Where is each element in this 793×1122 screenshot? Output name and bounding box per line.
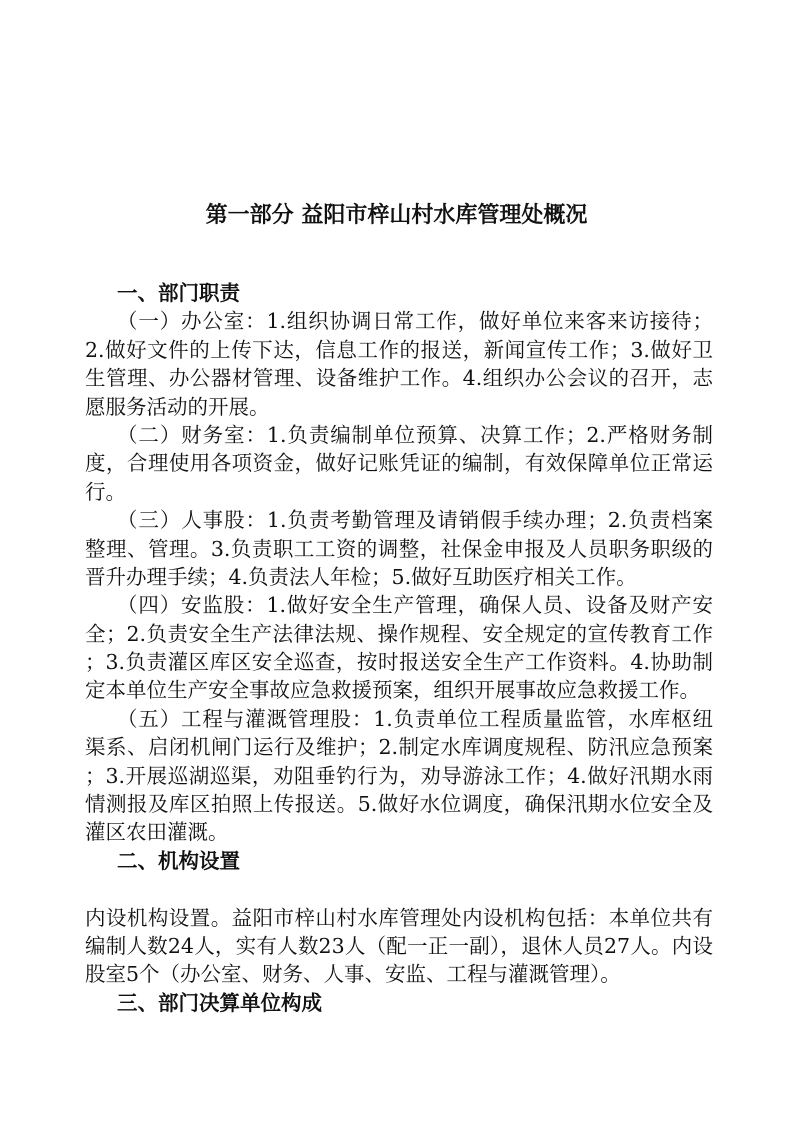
- page-title: 第一部分 益阳市梓山村水库管理处概况: [205, 202, 588, 228]
- paragraph-line: 定本单位生产安全事故应急救援预案，组织开展事故应急救援工作。: [85, 678, 700, 703]
- paragraph-line: 全；2.负责安全生产法律法规、操作规程、安全规定的宣传教育工作: [85, 621, 713, 646]
- paragraph-line: （三）人事股：1.负责考勤管理及请销假手续办理；2.负责档案: [117, 508, 713, 533]
- paragraph: [85, 591, 713, 705]
- paragraph-line: 度，合理使用各项资金，做好记账凭证的编制，有效保障单位正常运: [85, 451, 713, 476]
- paragraph-line: 2.做好文件的上传下达，信息工作的报送，新闻宣传工作；3.做好卫: [85, 337, 713, 362]
- paragraph: [85, 506, 713, 591]
- paragraph: [85, 421, 713, 506]
- paragraph-line: 灌区农田灌溉。: [85, 820, 229, 845]
- paragraph-line: （五）工程与灌溉管理股：1.负责单位工程质量监管，水库枢纽: [117, 706, 713, 731]
- section-heading: 二、机构设置: [117, 848, 240, 873]
- paragraph-line: 股室5个（办公室、财务、人事、安监、工程与灌溉管理）。: [85, 962, 621, 987]
- blank-line: [85, 875, 713, 903]
- paragraph-line: 情测报及库区拍照上传报送。5.做好水位调度，确保汛期水位安全及: [85, 792, 713, 817]
- paragraph-line: （一）办公室：1.组织协调日常工作，做好单位来客来访接待；: [117, 309, 713, 334]
- paragraph-line: 内设机构设置。益阳市梓山村水库管理处内设机构包括：本单位共有: [85, 905, 713, 930]
- paragraph: [85, 307, 713, 421]
- paragraph-line: 行。: [85, 479, 126, 504]
- paragraph-line: ；3.开展巡湖巡渠，劝阻垂钓行为，劝导游泳工作；4.做好汛期水雨: [85, 763, 713, 788]
- paragraph: [85, 705, 713, 847]
- paragraph-line: 生管理、办公器材管理、设备维护工作。4.组织办公会议的召开，志: [85, 366, 713, 391]
- section-heading: 三、部门决算单位构成: [117, 990, 322, 1015]
- document-body: [85, 279, 713, 1017]
- paragraph-line: 渠系、启闭机闸门运行及维护；2.制定水库调度规程、防汛应急预案: [85, 735, 713, 760]
- paragraph-line: ；3.负责灌区库区安全巡查，按时报送安全生产工作资料。4.协助制: [85, 650, 713, 675]
- paragraph-line: 整理、管理。3.负责职工工资的调整，社保金申报及人员职务职级的: [85, 536, 713, 561]
- paragraph-line: 晋升办理手续；4.负责法人年检；5.做好互助医疗相关工作。: [85, 564, 637, 589]
- paragraph: [85, 904, 713, 989]
- paragraph-line: 编制人数24人，实有人数23人（配一正一副），退休人员27人。内设: [85, 933, 713, 958]
- paragraph-line: （二）财务室：1.负责编制单位预算、决算工作；2.严格财务制: [117, 422, 713, 447]
- section-heading: 一、部门职责: [117, 281, 240, 305]
- paragraph-line: （四）安监股：1.做好安全生产管理，确保人员、设备及财产安: [117, 593, 713, 618]
- paragraph-line: 愿服务活动的开展。: [85, 394, 270, 419]
